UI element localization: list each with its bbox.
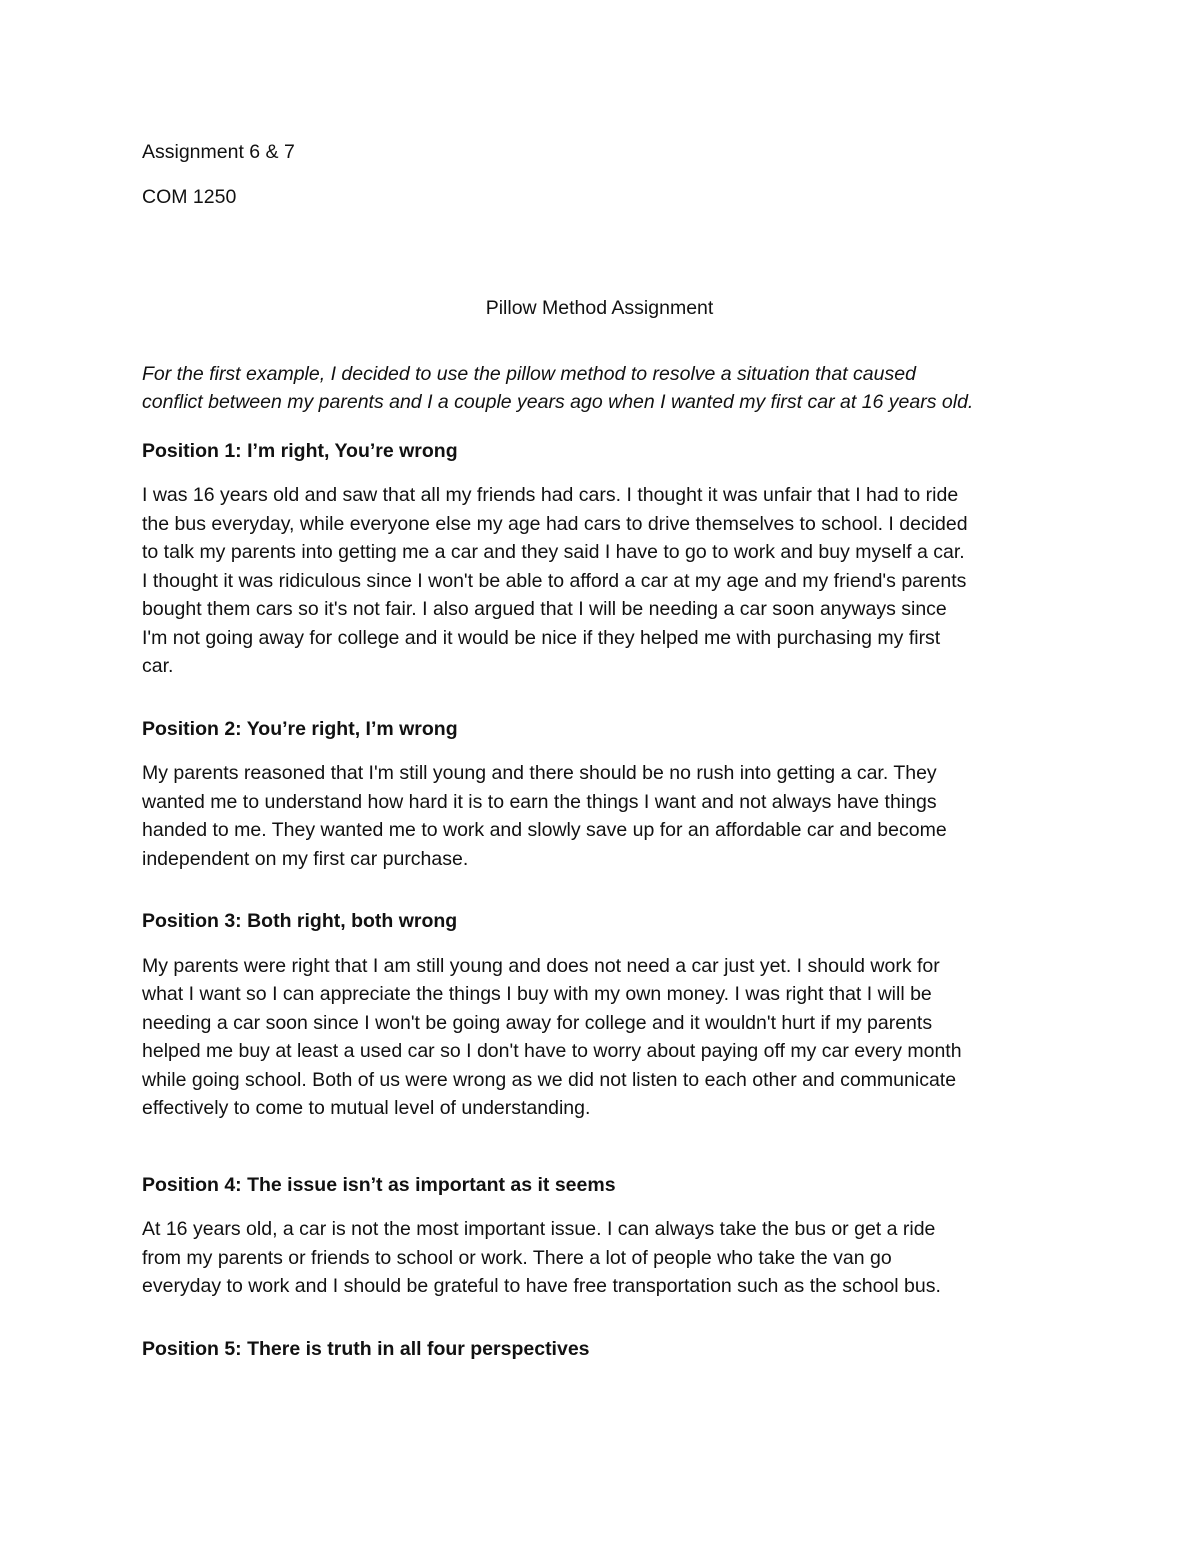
position-4-heading: Position 4: The issue isn’t as important as it seems (142, 1173, 616, 1196)
body-line: I'm not going away for college and it would be nice if they helped me with purchasing my first (142, 626, 941, 649)
body-line: the bus everyday, while everyone else my age had cars to drive themselves to school. I decided (142, 512, 968, 535)
document-body (142, 138, 1077, 1379)
body-line: independent on my first car purchase. (142, 847, 469, 870)
position-2-heading: Position 2: You’re right, I’m wrong (142, 717, 458, 740)
intro-line: For the first example, I decided to use the pillow method to resolve a situation that caused (142, 362, 916, 385)
position-2-body (142, 759, 1077, 873)
body-line: everyday to work and I should be grateful to have free transportation such as the school bus. (142, 1275, 941, 1297)
body-line: handed to me. They wanted me to work and slowly save up for an affordable car and become (142, 819, 947, 841)
position-5-heading: Position 5: There is truth in all four perspectives (142, 1337, 590, 1360)
course-code: COM 1250 (142, 185, 237, 208)
body-line: My parents were right that I am still young and does not need a car just yet. I should work for (142, 954, 940, 977)
body-line: effectively to come to mutual level of understanding. (142, 1097, 591, 1119)
body-line: I thought it was ridiculous since I won't be able to afford a car at my age and my friend's parents (142, 569, 967, 592)
position-4-body (142, 1215, 1077, 1301)
document-title: Pillow Method Assignment (485, 297, 714, 319)
body-line: what I want so I can appreciate the things I buy with my own money. I was right that I will be (142, 983, 932, 1005)
body-line: I was 16 years old and saw that all my friends had cars. I thought it was unfair that I had to ride (142, 484, 959, 506)
intro-line: conflict between my parents and I a couple years ago when I wanted my first car at 16 years old. (142, 391, 974, 413)
intro-paragraph (142, 360, 1077, 417)
body-line: from my parents or friends to school or work. There a lot of people who take the van go (142, 1246, 892, 1269)
body-line: while going school. Both of us were wrong as we did not listen to each other and communicate (142, 1068, 957, 1091)
body-line: At 16 years old, a car is not the most important issue. I can always take the bus or get a ride (142, 1218, 936, 1240)
position-1-body (142, 481, 1077, 681)
body-line: helped me buy at least a used car so I don't have to worry about paying off my car every month (142, 1040, 962, 1062)
position-1-heading: Position 1: I’m right, You’re wrong (142, 439, 458, 462)
body-line: car. (142, 655, 174, 677)
assignment-label: Assignment 6 & 7 (142, 141, 295, 163)
body-line: My parents reasoned that I'm still young and there should be no rush into getting a car. They (142, 762, 937, 784)
body-line: bought them cars so it's not fair. I also argued that I will be needing a car soon anyways since (142, 598, 947, 620)
body-line: to talk my parents into getting me a car and they said I have to go to work and buy myself a car. (142, 541, 965, 563)
body-line: wanted me to understand how hard it is to earn the things I want and not always have things (142, 790, 937, 813)
position-3-heading: Position 3: Both right, both wrong (142, 910, 458, 932)
body-line: needing a car soon since I won't be going away for college and it wouldn't hurt if my parents (142, 1011, 933, 1034)
position-3-body (142, 952, 1077, 1123)
